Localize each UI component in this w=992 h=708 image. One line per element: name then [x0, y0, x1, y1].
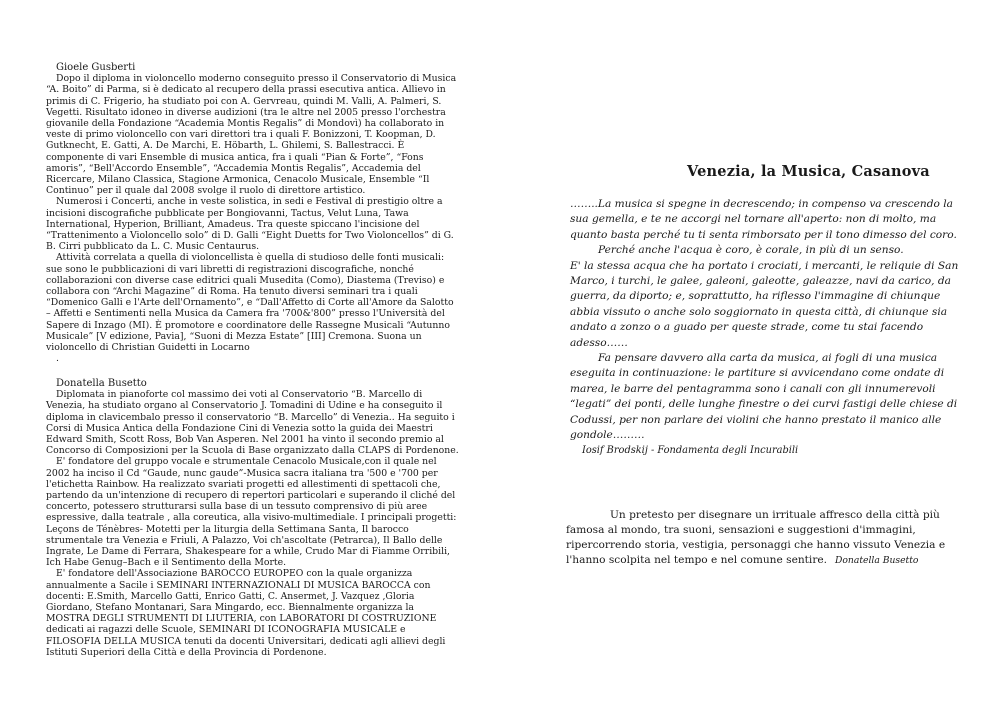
bio-paragraph: Dopo il diploma in violoncello moderno conseguito presso il Conservatorio di Musica “A. Boito” di Parma, si è dedicato al recupero della prassi esecutiva antica. Allievo in primis di C. Frigerio, ha studiato poi con A. Gervreau, quindi M. Valli, A. Palmeri, S. Vegetti. Risultato idoneo in diverse audizioni (tra le altre nel 2005 presso l'orchestra giovanile della Fondazione “Academia Montis Regalis” di Mondovì) ha collaborato in veste di primo violoncello con vari direttori tra i quali F. Bonizzoni, T. Koopman, D. Gutknecht, E. Gatti, A. De Marchi, E. Höbarth, L. Ghilemi, S. Ballestracci. È componente di vari Ensemble di musica antica, fra i quali “Pian & Forte”, “Fons amoris”, “Bell'Accordo Ensemble”, “Accademia Montis Regalis”, Accademia del Ricercare, Milano Classica, Stagione Armonica, Cenacolo Musicale, Ensemble “Il Continuo” per il quale dal 2008 svolge il ruolo di direttore artistico.	[46, 73, 457, 197]
page-title: Venezia, la Musica, Casanova	[687, 163, 930, 180]
quote-attribution: Iosif Brodskij - Fondamenta degli Incurabili	[582, 445, 799, 456]
poem-stanza: E' la stessa acqua che ha portato i crociati, i mercanti, le reliquie di San Marco, i turchi, le galee, galeoni, galeotte, galeazze, navi da carico, da guerra, da diporto; e, soprattutto, ha riflesso l'immagine di chiunque abbia vissuto o anche solo soggiornato in questa città, di chiunque sia andato a zonzo o a guado per queste strade, come tu stai facendo adesso……	[570, 259, 959, 349]
bio-paragraph: E' fondatore del gruppo vocale e strumentale Cenacolo Musicale,con il quale nel 2002 ha inciso il Cd “Gaude, nunc gaude”-Musica sacra italiana tra '500 e '700 per l'etichetta Rainbow. Ha realizzato svariati progetti ed allestimenti di spettacoli che, partendo da un'intenzione di recupero di repertori particolari e superando il cliché del concerto, potessero strutturarsi sulla base di un tessuto comprensivo di più aree espressive, dalla teatrale , alla coreutica, alla visivo-multimediale. I principali progetti: Leçons de Ténèbres- Motetti per la liturgia della Settimana Santa, Il barocco strumentale tra Venezia e Friuli, A Palazzo, Voi ch'ascoltate (Petrarca), Il Ballo delle Ingrate, Le Dame di Ferrara, Shakespeare for a while, Crudo Mar di Fiamme Orribili, Ich Habe Genug–Bach e il Sentimento della Morte.	[46, 456, 457, 569]
bio-name: Donatella Busetto	[56, 378, 147, 389]
poem-stanza: ……..La musica si spegne in decrescendo; in compenso va crescendo la sua gemella, e te ne accorgi nel tornare all'aperto: non di molto, ma quanto basta perché tu ti senta rimborsato per il tono dimesso del coro.	[570, 198, 957, 241]
bio-paragraph: Numerosi i Concerti, anche in veste solistica, in sedi e Festival di prestigio oltre a incisioni discografiche pubblicate per Bongiovanni, Tactus, Velut Luna, Tawa International, Hyperion, Brilliant, Amadeus. Tra queste spiccano l'incisione del “Trattenimento a Violoncello solo” di D. Galli “Eight Duetts for Two Violoncellos” di G. B. Cirri pubblicato da L. C. Music Centaurus.	[46, 196, 454, 253]
poem-stanza: Fa pensare davvero alla carta da musica, ai fogli di una musica eseguita in continuazione: le partiture si avvicendano come ondate di marea, le barre del pentagramma sono i canali con gli innumerevoli “legati” dei ponti, delle lunghe finestre o dei curvi fastigi delle chiese di Codussi, per non parlare dei violini che hanno prestato il manico alle gondole………	[570, 352, 958, 442]
trailing-dot: .	[56, 353, 59, 365]
blurb-text: Un pretesto per disegnare un irrituale affresco della città più famosa al mondo, tra suoni, sensazioni e suggestioni d'immagini, ripercorrendo storia, vestigia, personaggi che hanno vissuto Venezia e l'hanno scolpita nel tempo e nel comune sentire.	[566, 509, 946, 566]
bio-paragraph: Attività correlata a quella di violoncellista è quella di studioso delle fonti musicali: sue sono le pubblicazioni di vari libretti di registrazioni discografiche, nonché collaborazioni con diverse case editrici quali Musedita (Como), Diastema (Treviso) e collabora con “Archi Magazine” di Roma. Ha tenuto diversi seminari tra i quali “Domenico Galli e l'Arte dell'Ornamento”, e “Dall'Affetto di Corte all'Amore da Salotto – Affetti e Sentimenti nella Musica da Camera fra '700&'800” presso l'Università del Sapere di Inzago (MI). È promotore e coordinatore delle Rassegne Musicali “Autunno Musicale” [V edizione, Pavia], “Suoni di Mezza Estate” [III] Cremona. Suona un violoncello di Christian Guidetti in Locarno	[46, 252, 454, 354]
bio-gusberti	[46, 62, 460, 364]
signature: Donatella Busetto	[835, 555, 919, 566]
poem-stanza: Perché anche l'acqua è coro, è corale, in più di un senso.	[598, 244, 904, 257]
bio-paragraph: Diplomata in pianoforte col massimo dei voti al Conservatorio “B. Marcello di Venezia, ha studiato organo al Conservatorio J. Tomadini di Udine e ha conseguito il diploma in clavicembalo presso il conservatorio “B. Marcello” di Venezia.. Ha seguito i Corsi di Musica Antica della Fondazione Cini di Venezia sotto la guida dei Maestri Edward Smith, Scott Ross, Bob Van Asperen. Nel 2001 ha vinto il secondo premio al Concorso di Composizioni per la Scuola di Base organizzato dalla CLAPS di Pordenone.	[46, 389, 459, 457]
bio-name: Gioele Gusberti	[56, 62, 136, 73]
bio-busetto	[46, 378, 460, 658]
poem-quote	[570, 197, 960, 444]
bio-paragraph: E' fondatore dell'Associazione BAROCCO EUROPEO con la quale organizza annualmente a Sacile i SEMINARI INTERNAZIONALI DI MUSICA BAROCCA con docenti: E.Smith, Marcello Gatti, Enrico Gatti, C. Ansermet, J. Vazquez ,Gloria Giordano, Stefano Montanari, Sara Mingardo, ecc. Biennalmente organizza la MOSTRA DEGLI STRUMENTI DI LIUTERIA, con LABORATORI DI COSTRUZIONE dedicati ai ragazzi delle Scuole, SEMINARI DI ICONOGRAFIA MUSICALE e FILOSOFIA DELLA MUSICA tenuti da docenti Universitari, dedicati agli allievi degli Istituti Superiori della Città e della Provincia di Pordenone.	[46, 568, 446, 658]
blurb	[566, 508, 958, 568]
